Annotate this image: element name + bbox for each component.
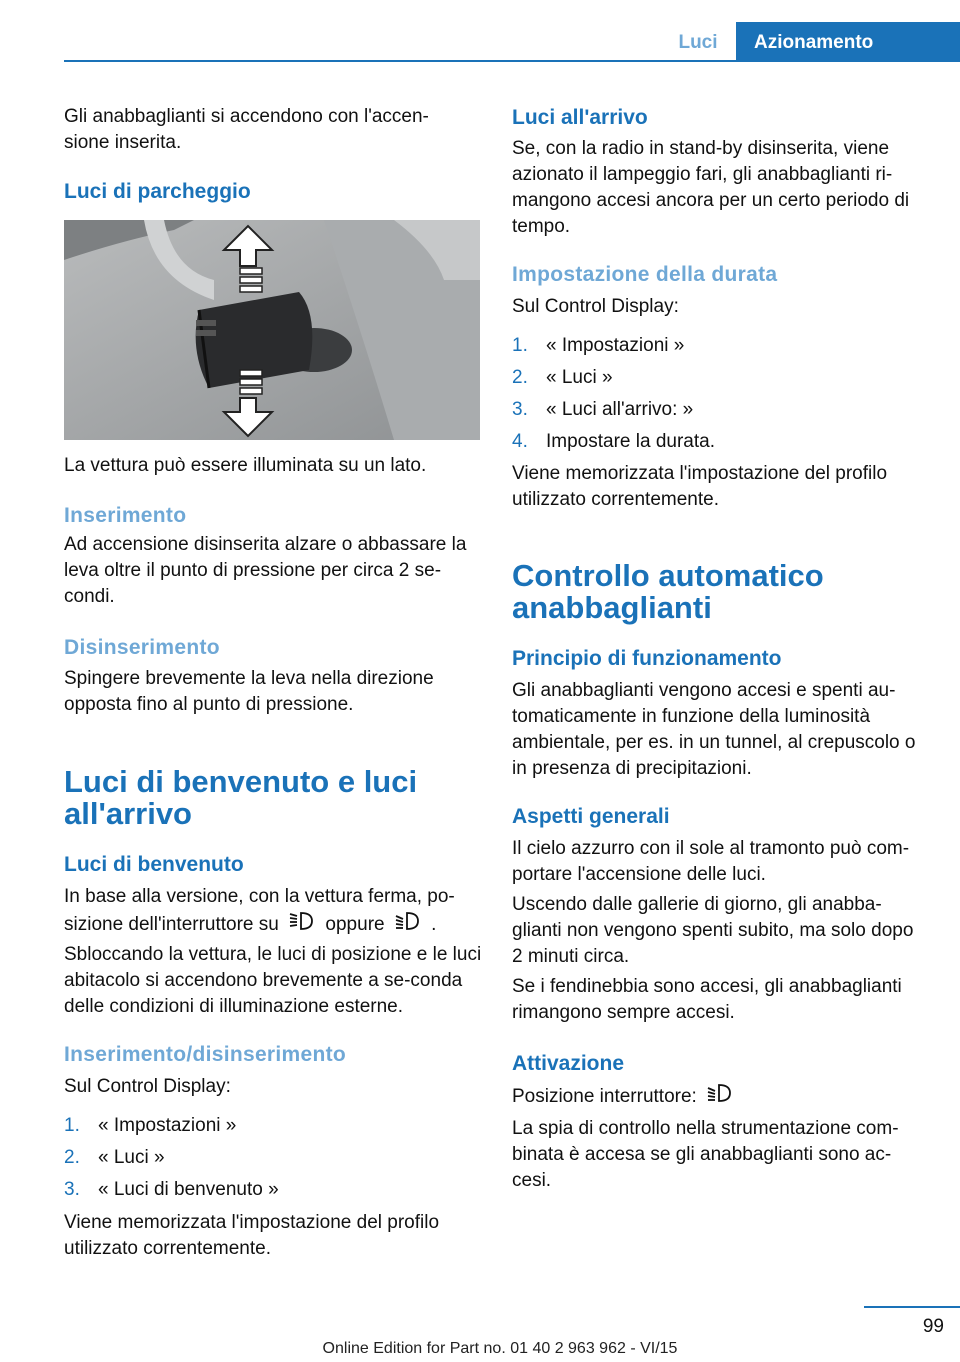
arrivo-text: Se, con la radio in stand-by disinserita, viene azionato il lampeggio fari, gli anabbaglianti ri-mangono accesi ancora per un certo periodo di tempo. — [512, 138, 910, 237]
aspetti-text-2: Uscendo dalle gallerie di giorno, gli anabba-glianti non vengono spenti subito, ma solo dopo 2 minuti circa. — [512, 894, 914, 967]
right-steps-list — [512, 330, 928, 458]
aspetti-heading: Aspetti generali — [512, 805, 670, 828]
header-section-label: Luci — [678, 32, 718, 53]
footer-rule — [864, 1306, 960, 1308]
lever-illustration — [64, 220, 480, 440]
header-rule — [64, 60, 960, 62]
right-memo-text: Viene memorizzata l'impostazione del profilo utilizzato correntemente. — [512, 463, 888, 510]
disinserimento-text: Spingere brevemente la leva nella direzione opposta fino al punto di pressione. — [64, 668, 434, 715]
auto-light-icon — [706, 1082, 734, 1112]
ins-dis-heading: Inserimento/disinserimento — [64, 1043, 347, 1066]
benvenuto-text-2: Sbloccando la vettura, le luci di posizione e le luci abitacolo si accendono brevemente a se-conda delle condizioni di illuminazione esterne. — [64, 944, 482, 1017]
welcome-lights-heading: Luci di benvenuto e luci all'arrivo — [64, 764, 418, 831]
benvenuto-text-end: . — [431, 914, 437, 936]
control-display-label: Sul Control Display: — [64, 1076, 231, 1097]
list-item: 3. « Luci di benvenuto » — [64, 1179, 279, 1200]
aspetti-text-1: Il cielo azzurro con il sole al tramonto può com-portare l'accensione delle luci. — [512, 838, 910, 885]
benvenuto-text — [64, 884, 480, 940]
principio-text: Gli anabbaglianti vengono accesi e spenti au-tomaticamente in funzione della luminosità ambientale, per es. in un tunnel, al crepuscolo o in presenza di precipitazioni. — [512, 680, 916, 779]
left-memo-text: Viene memorizzata l'impostazione del profilo utilizzato correntemente. — [64, 1212, 440, 1259]
left-steps-list — [64, 1110, 480, 1206]
list-item: 4. Impostare la durata. — [512, 431, 715, 452]
durata-heading: Impostazione della durata — [512, 263, 778, 286]
right-control-display-label: Sul Control Display: — [512, 296, 679, 317]
list-item: 2. « Luci » — [512, 367, 613, 388]
principio-heading: Principio di funzionamento — [512, 647, 782, 670]
footer-edition: Online Edition for Part no. 01 40 2 963 962 - VI/15 — [322, 1340, 678, 1357]
auto-light-icon — [288, 910, 316, 940]
low-beam-icon — [394, 910, 422, 940]
disinserimento-heading: Disinserimento — [64, 636, 220, 659]
posizione-label: Posizione interruttore: — [512, 1086, 697, 1108]
auto-low-beam-heading: Controllo automatico anabbaglianti — [512, 558, 824, 625]
page-number: 99 — [922, 1316, 944, 1337]
attivazione-heading: Attivazione — [512, 1052, 625, 1075]
header-chapter-tab: Azionamento — [736, 22, 960, 62]
intro-text: Gli anabbaglianti si accendono con l'accen-sione inserita. — [64, 106, 429, 153]
inserimento-text: Ad accensione disinserita alzare o abbassare la leva oltre il punto di pressione per circa 2 se-condi. — [64, 534, 467, 607]
benvenuto-text-a: In base alla versione, con la vettura ferma, po-sizione dell'interruttore su — [64, 886, 455, 936]
parking-lights-heading: Luci di parcheggio — [64, 180, 251, 203]
list-item: 3. « Luci all'arrivo: » — [512, 399, 694, 420]
parking-caption: La vettura può essere illuminata su un lato. — [64, 455, 427, 476]
benvenuto-heading: Luci di benvenuto — [64, 853, 244, 876]
list-item: 2. « Luci » — [64, 1147, 165, 1168]
list-item: 1. « Impostazioni » — [64, 1115, 237, 1136]
list-item: 1. « Impostazioni » — [512, 335, 685, 356]
inserimento-heading: Inserimento — [64, 504, 187, 527]
benvenuto-text-or: oppure — [325, 914, 385, 936]
spia-text: La spia di controllo nella strumentazione com-binata è accesa se gli anabbaglianti sono ac-cesi. — [512, 1118, 899, 1191]
posizione-text — [512, 1082, 738, 1112]
aspetti-text-3: Se i fendinebbia sono accesi, gli anabbaglianti rimangono sempre accesi. — [512, 976, 902, 1023]
arrivo-heading: Luci all'arrivo — [512, 106, 648, 129]
turn-signal-lever-photo — [64, 220, 480, 440]
